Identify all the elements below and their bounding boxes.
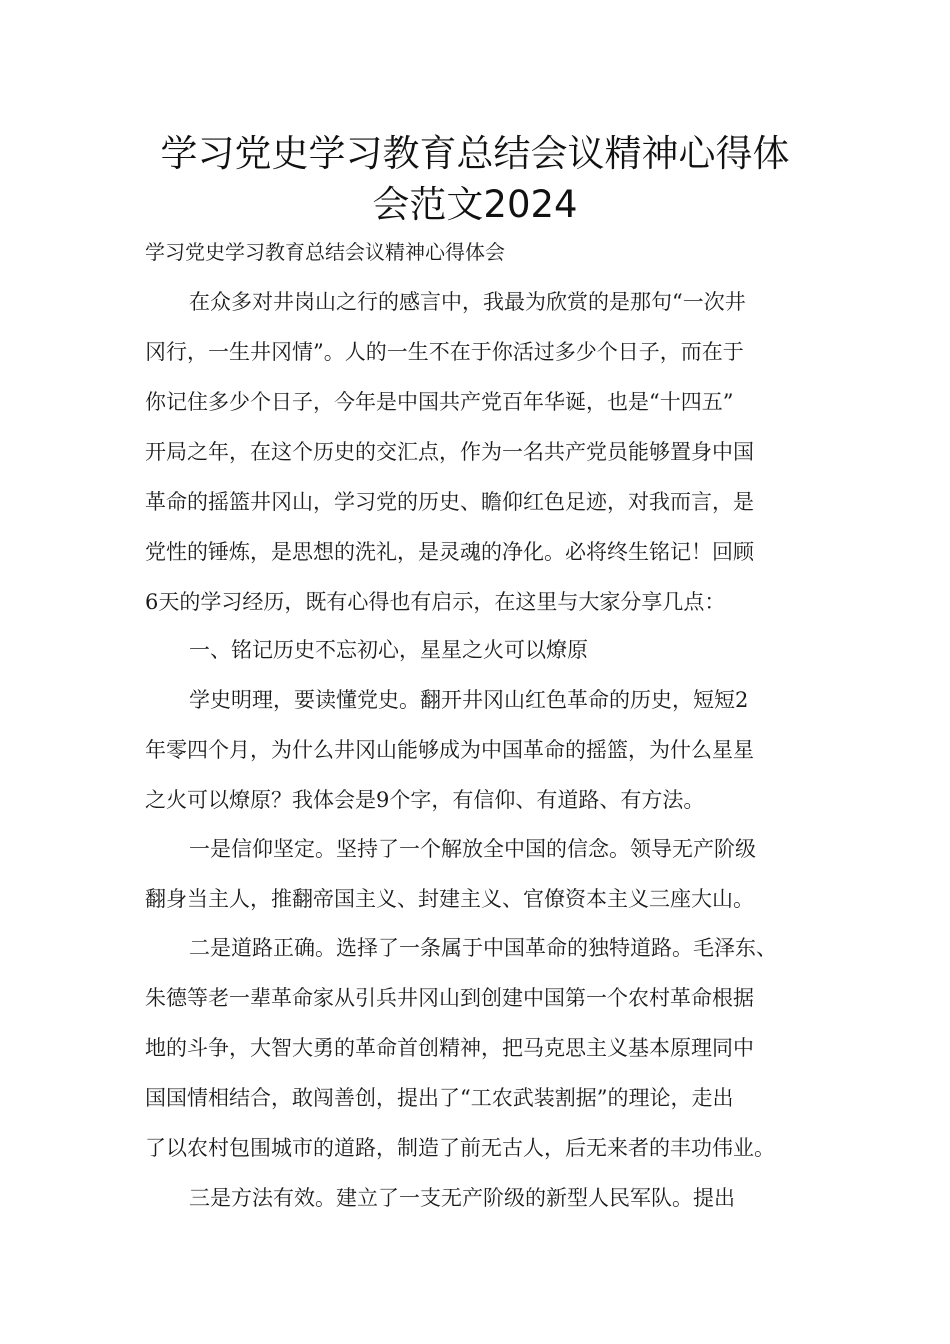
paragraph-line: 地的斗争，大智大勇的革命首创精神，把马克思主义基本原理同中 [145,1036,754,1060]
paragraph-faith [145,835,756,913]
paragraph-line: 6天的学习经历，既有心得也有启示，在这里与大家分享几点： [145,590,726,614]
paragraph-line: 二是道路正确。选择了一条属于中国革命的独特道路。毛泽东、 [189,936,777,960]
paragraph-line: 国国情相结合，敢闯善创，提出了“工农武装割据”的理论，走出 [145,1086,734,1110]
paragraph-method [145,1184,735,1212]
title-line: 学习党史学习教育总结会议精神心得体 [160,132,790,175]
paragraph-line: 开局之年，在这个历史的交汇点，作为一名共产党员能够置身中国 [145,440,754,464]
paragraph-history [145,686,754,814]
document-subtitle: 学习党史学习教育总结会议精神心得体会 [145,240,505,264]
section-heading [145,636,588,664]
paragraph-line: 年零四个月，为什么井冈山能够成为中国革命的摇篮，为什么星星 [145,738,754,762]
paragraph-line: 三是方法有效。建立了一支无产阶级的新型人民军队。提出 [189,1186,735,1210]
paragraph-line: 你记住多少个日子，今年是中国共产党百年华诞，也是“十四五” [145,390,734,414]
paragraph-line: 党性的锤炼，是思想的洗礼，是灵魂的净化。必将终生铭记！回顾 [145,540,754,564]
paragraph-line: 朱德等老一辈革命家从引兵井冈山到创建中国第一个农村革命根据 [145,986,754,1010]
paragraph-line: 之火可以燎原？我体会是9个字，有信仰、有道路、有方法。 [145,788,705,812]
paragraph-line: 翻身当主人，推翻帝国主义、封建主义、官僚资本主义三座大山。 [145,887,754,911]
section-heading-text: 一、铭记历史不忘初心，星星之火可以燎原 [189,638,588,662]
paragraph-line: 学史明理，要读懂党史。翻开井冈山红色革命的历史，短短2 [189,688,749,712]
paragraph-line: 一是信仰坚定。坚持了一个解放全中国的信念。领导无产阶级 [189,837,756,861]
document-title [120,128,830,230]
paragraph-intro [145,288,754,616]
title-line: 会范文2024 [372,183,578,226]
paragraph-line: 在众多对井岗山之行的感言中，我最为欣赏的是那句“一次井 [189,290,746,314]
paragraph-road [145,934,777,1162]
paragraph-line: 冈行，一生井冈情”。人的一生不在于你活过多少个日子，而在于 [145,340,744,364]
paragraph-line: 革命的摇篮井冈山，学习党的历史、瞻仰红色足迹，对我而言，是 [145,490,754,514]
paragraph-line: 了以农村包围城市的道路，制造了前无古人，后无来者的丰功伟业。 [145,1136,775,1160]
